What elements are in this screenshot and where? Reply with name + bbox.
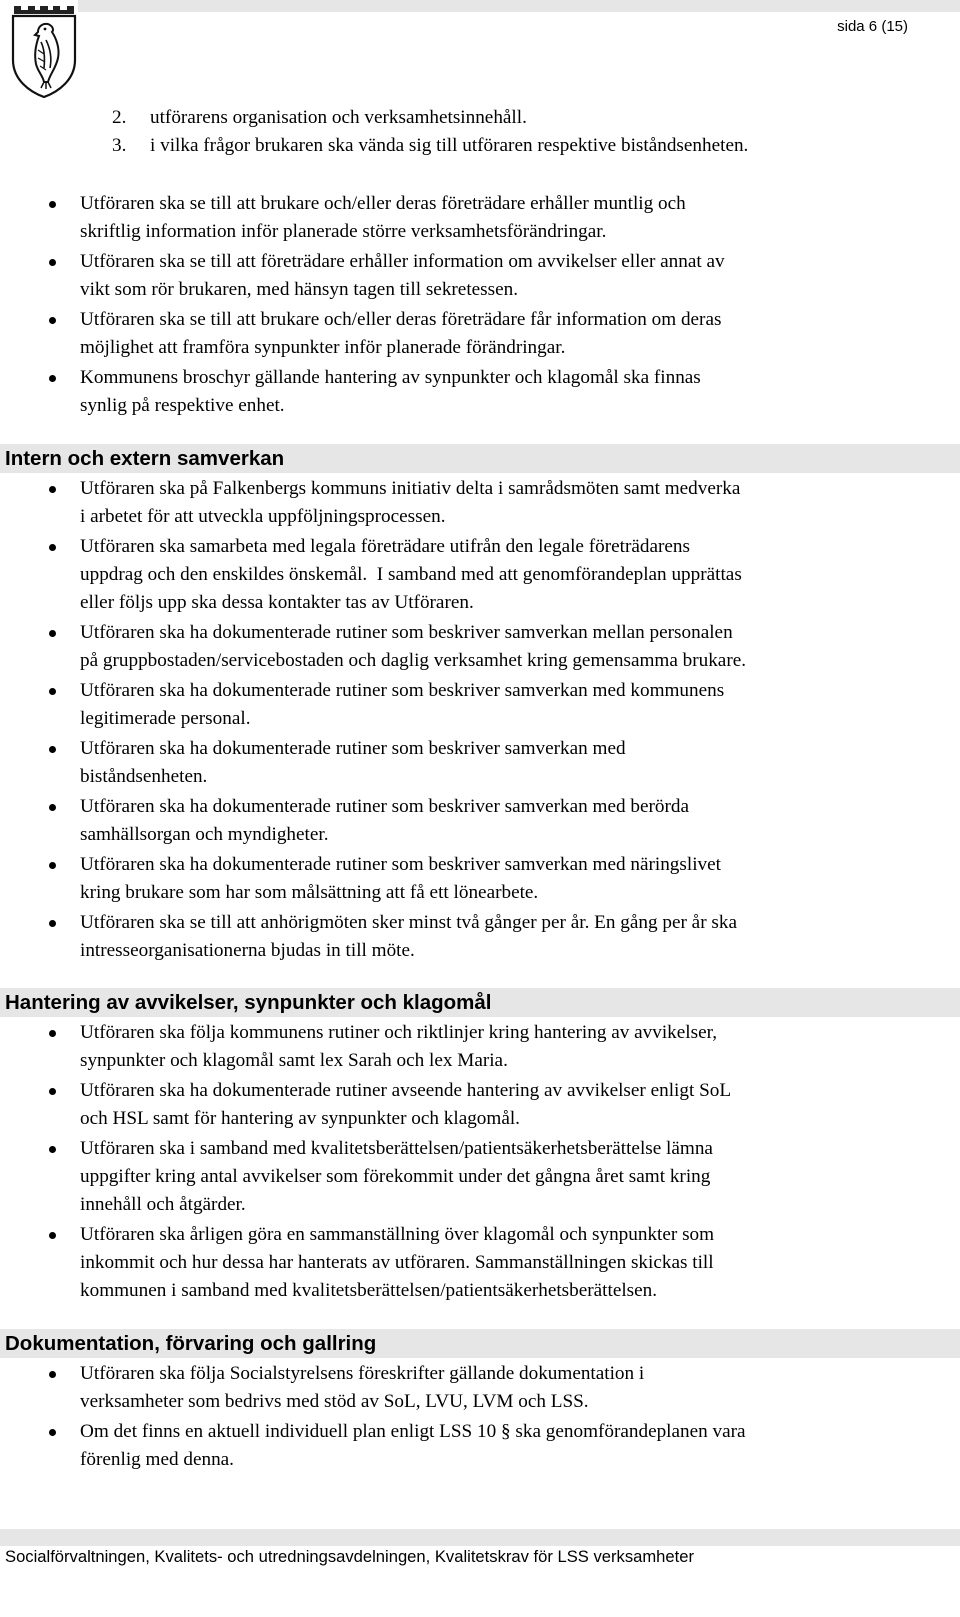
- bullet-line: på gruppbostaden/servicebostaden och daglig verksamhet kring gemensamma brukare.: [80, 650, 747, 671]
- bullet-line: Utföraren ska följa kommunens rutiner och riktlinjer kring hantering av avvikelser,: [80, 1022, 718, 1043]
- list-number: 3.: [112, 135, 127, 156]
- falcon-coat-of-arms-icon: [8, 2, 80, 98]
- bullet-item: [80, 909, 950, 965]
- bullet-item: [80, 1135, 950, 1219]
- bullet-line: inkommit och hur dessa har hanterats av utföraren. Sammanställningen skickas till: [80, 1252, 714, 1273]
- bullet-line: Utföraren ska ha dokumenterade rutiner som beskriver samverkan med kommunens: [80, 680, 725, 701]
- list-item-text: utförarens organisation och verksamhetsinnehåll.: [150, 107, 527, 128]
- footer-bar: [0, 1529, 960, 1546]
- bullet-line: Utföraren ska ha dokumenterade rutiner avseende hantering av avvikelser enligt SoL: [80, 1080, 732, 1101]
- bullet-line: uppdrag och den enskildes önskemål. I samband med att genomförandeplan upprättas: [80, 564, 742, 585]
- bullet-line: skriftlig information inför planerade större verksamhetsförändringar.: [80, 221, 607, 242]
- bullet-line: Kommunens broschyr gällande hantering av synpunkter och klagomål ska finnas: [80, 367, 701, 388]
- numbered-list-item: [112, 132, 748, 160]
- bullet-line: Utföraren ska årligen göra en sammanställning över klagomål och synpunkter som: [80, 1224, 715, 1245]
- footer-text: Socialförvaltningen, Kvalitets- och utredningsavdelningen, Kvalitetskrav för LSS verksamheter: [5, 1547, 694, 1566]
- bullet-line: samhällsorgan och myndigheter.: [80, 824, 329, 845]
- bullet-line: Utföraren ska ha dokumenterade rutiner som beskriver samverkan med berörda: [80, 796, 689, 817]
- bullet-line: Utföraren ska ha dokumenterade rutiner som beskriver samverkan mellan personalen: [80, 622, 733, 643]
- bullet-line: Utföraren ska ha dokumenterade rutiner som beskriver samverkan med näringslivet: [80, 854, 721, 875]
- bullet-line: Utföraren ska se till att anhörigmöten sker minst två gånger per år. En gång per år ska: [80, 912, 737, 933]
- list-item-text: i vilka frågor brukaren ska vända sig till utföraren respektive biståndsenheten.: [150, 135, 749, 156]
- bullet-line: synlig på respektive enhet.: [80, 395, 285, 416]
- section-heading: Intern och extern samverkan: [0, 444, 960, 473]
- bullet-line: kring brukare som har som målsättning att få ett lönearbete.: [80, 882, 539, 903]
- page-number: sida 6 (15): [837, 18, 908, 35]
- bullet-line: Utföraren ska se till att brukare och/eller deras företrädare får information om deras: [80, 309, 722, 330]
- bullet-item: [80, 533, 950, 617]
- bullet-line: Utföraren ska se till att företrädare erhåller information om avvikelser eller annat av: [80, 251, 725, 272]
- bullet-line: Utföraren ska följa Socialstyrelsens föreskrifter gällande dokumentation i: [80, 1363, 645, 1384]
- bullet-line: innehåll och åtgärder.: [80, 1194, 246, 1215]
- bullet-item: [80, 735, 950, 791]
- bullet-line: möjlighet att framföra synpunkter inför planerade förändringar.: [80, 337, 566, 358]
- bullet-line: uppgifter kring antal avvikelser som förekommit under det gångna året samt kring: [80, 1166, 711, 1187]
- bullet-line: Om det finns en aktuell individuell plan enligt LSS 10 § ska genomförandeplanen vara: [80, 1421, 746, 1442]
- bullet-item: [80, 364, 950, 420]
- bullet-line: synpunkter och klagomål samt lex Sarah och lex Maria.: [80, 1050, 508, 1071]
- bullet-item: [80, 1360, 950, 1416]
- bullet-line: Utföraren ska samarbeta med legala företrädare utifrån den legale företrädarens: [80, 536, 690, 557]
- bullet-line: kommunen i samband med kvalitetsberättelsen/patientsäkerhetsberättelsen.: [80, 1280, 658, 1301]
- bullet-line: Utföraren ska i samband med kvalitetsberättelsen/patientsäkerhetsberättelse lämna: [80, 1138, 713, 1159]
- bullet-line: Utföraren ska se till att brukare och/eller deras företrädare erhåller muntlig och: [80, 193, 686, 214]
- bullet-line: biståndsenheten.: [80, 766, 208, 787]
- bullet-item: [80, 1019, 950, 1075]
- bullet-item: [80, 1077, 950, 1133]
- bullet-line: vikt som rör brukaren, med hänsyn tagen till sekretessen.: [80, 279, 519, 300]
- bullet-item: [80, 190, 950, 246]
- bullet-item: [80, 248, 950, 304]
- bullet-item: [80, 851, 950, 907]
- bullet-line: förenlig med denna.: [80, 1449, 234, 1470]
- bullet-item: [80, 1418, 950, 1474]
- list-number: 2.: [112, 107, 127, 128]
- bullet-line: och HSL samt för hantering av synpunkter och klagomål.: [80, 1108, 520, 1129]
- bullet-line: Utföraren ska på Falkenbergs kommuns initiativ delta i samrådsmöten samt medverka: [80, 478, 741, 499]
- bullet-line: Utföraren ska ha dokumenterade rutiner som beskriver samverkan med: [80, 738, 626, 759]
- bullet-line: eller följs upp ska dessa kontakter tas av Utföraren.: [80, 592, 474, 613]
- bullet-line: intresseorganisationerna bjudas in till möte.: [80, 940, 415, 961]
- bullet-item: [80, 619, 950, 675]
- bullet-item: [80, 306, 950, 362]
- bullet-item: [80, 677, 950, 733]
- bullet-line: i arbetet för att utveckla uppföljningsprocessen.: [80, 506, 446, 527]
- bullet-line: verksamheter som bedrivs med stöd av SoL, LVU, LVM och LSS.: [80, 1391, 589, 1412]
- bullet-item: [80, 793, 950, 849]
- bullet-item: [80, 1221, 950, 1305]
- numbered-list-item: [112, 104, 527, 132]
- header-bar: [78, 0, 960, 12]
- section-heading: Hantering av avvikelser, synpunkter och klagomål: [0, 988, 960, 1017]
- bullet-item: [80, 475, 950, 531]
- bullet-line: legitimerade personal.: [80, 708, 251, 729]
- section-heading: Dokumentation, förvaring och gallring: [0, 1329, 960, 1358]
